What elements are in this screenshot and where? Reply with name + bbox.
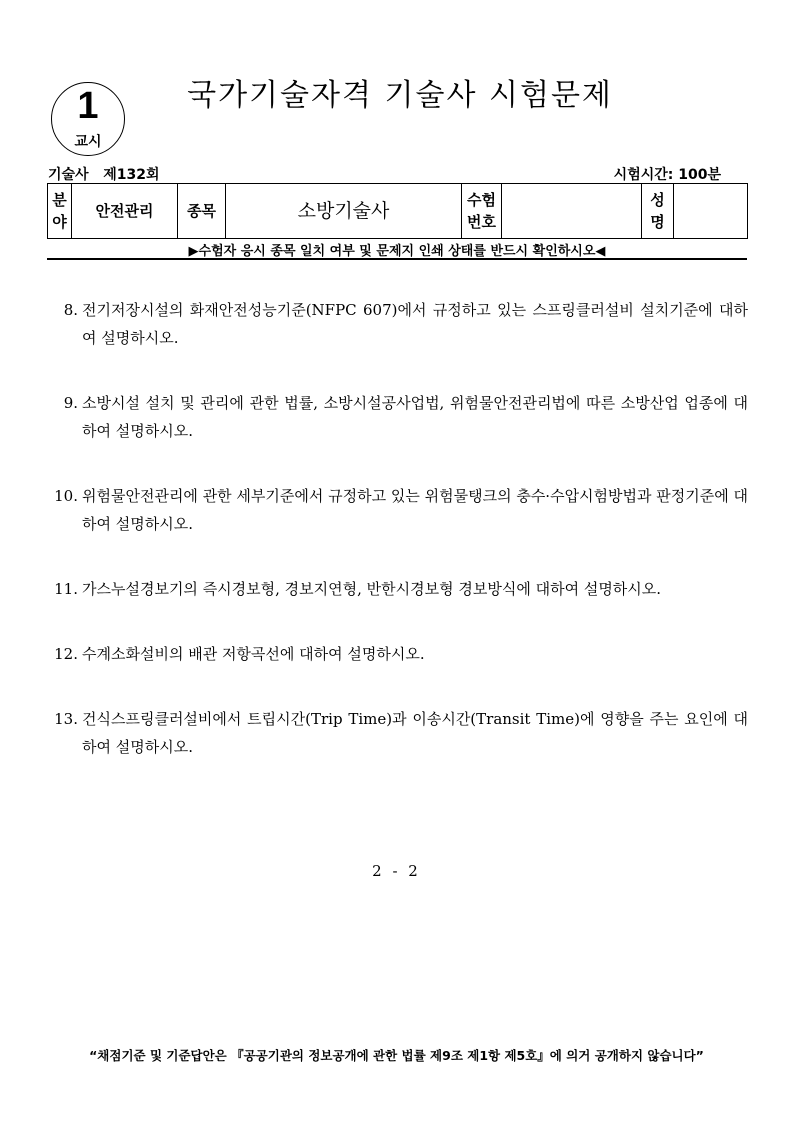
- exam-number-field[interactable]: [502, 184, 642, 239]
- exam-time: 시험시간: 100분: [613, 167, 721, 183]
- field-label-cell: [48, 184, 72, 239]
- question-item: [48, 389, 748, 445]
- question-number: 13.: [54, 710, 78, 728]
- field-value: 안전관리: [72, 184, 178, 239]
- question-text: 수계소화설비의 배관 저항곡선에 대하여 설명하시오.: [82, 645, 425, 663]
- question-number: 11.: [54, 580, 78, 598]
- field-label-line-1: 분: [52, 190, 67, 209]
- question-number: 8.: [63, 301, 78, 319]
- page-number: 2 - 2: [372, 862, 421, 880]
- name-field[interactable]: [674, 184, 748, 239]
- question-item: [48, 296, 748, 352]
- question-list: [48, 296, 748, 798]
- page-title: 국가기술자격 기술사 시험문제: [187, 78, 613, 113]
- question-item: [48, 482, 748, 538]
- session-badge: [51, 82, 125, 156]
- footer-disclaimer: “채점기준 및 기준답안은 『공공기관의 정보공개에 관한 법률 제9조 제1항 제5호』에 의거 공개하지 않습니다”: [89, 1048, 704, 1063]
- field-label-line-2: 야: [52, 213, 67, 231]
- category-label: 종목: [178, 184, 226, 239]
- name-label-line-2: 명: [650, 213, 665, 231]
- exam-number-label-line-1: 수험: [467, 190, 496, 209]
- session-number: 1: [77, 85, 99, 127]
- question-number: 9.: [63, 394, 78, 412]
- name-label-line-1: 성: [650, 190, 665, 209]
- question-text: 가스누설경보기의 즉시경보형, 경보지연형, 반한시경보형 경보방식에 대하여 설명하시오.: [82, 580, 662, 598]
- question-item: [48, 705, 748, 761]
- question-number: 10.: [54, 487, 78, 505]
- category-value: 소방기술사: [226, 184, 462, 239]
- exam-round: 기술사 제132회: [48, 167, 160, 183]
- question-item: [48, 575, 748, 603]
- question-item: [48, 640, 748, 668]
- exam-info-table: [47, 183, 748, 239]
- question-text: 소방시설 설치 및 관리에 관한 법률, 소방시설공사업법, 위험물안전관리법에 따른 소방산업 업종에 대하여 설명하시오.: [82, 394, 748, 440]
- question-text: 위험물안전관리에 관한 세부기준에서 규정하고 있는 위험물탱크의 충수·수압시험방법과 판정기준에 대하여 설명하시오.: [82, 487, 748, 533]
- exam-notice: ▶수험자 응시 종목 일치 여부 및 문제지 인쇄 상태를 반드시 확인하시오◀: [188, 244, 606, 259]
- exam-number-label-line-2: 번호: [467, 213, 496, 231]
- exam-number-label-cell: [462, 184, 502, 239]
- name-label-cell: [642, 184, 674, 239]
- session-label: 교시: [74, 134, 102, 150]
- header-divider: [47, 258, 747, 260]
- question-text: 건식스프링클러설비에서 트립시간(Trip Time)과 이송시간(Transit Time)에 영향을 주는 요인에 대하여 설명하시오.: [82, 710, 748, 756]
- question-number: 12.: [54, 645, 78, 663]
- question-text: 전기저장시설의 화재안전성능기준(NFPC 607)에서 규정하고 있는 스프링클러설비 설치기준에 대하여 설명하시오.: [82, 301, 748, 347]
